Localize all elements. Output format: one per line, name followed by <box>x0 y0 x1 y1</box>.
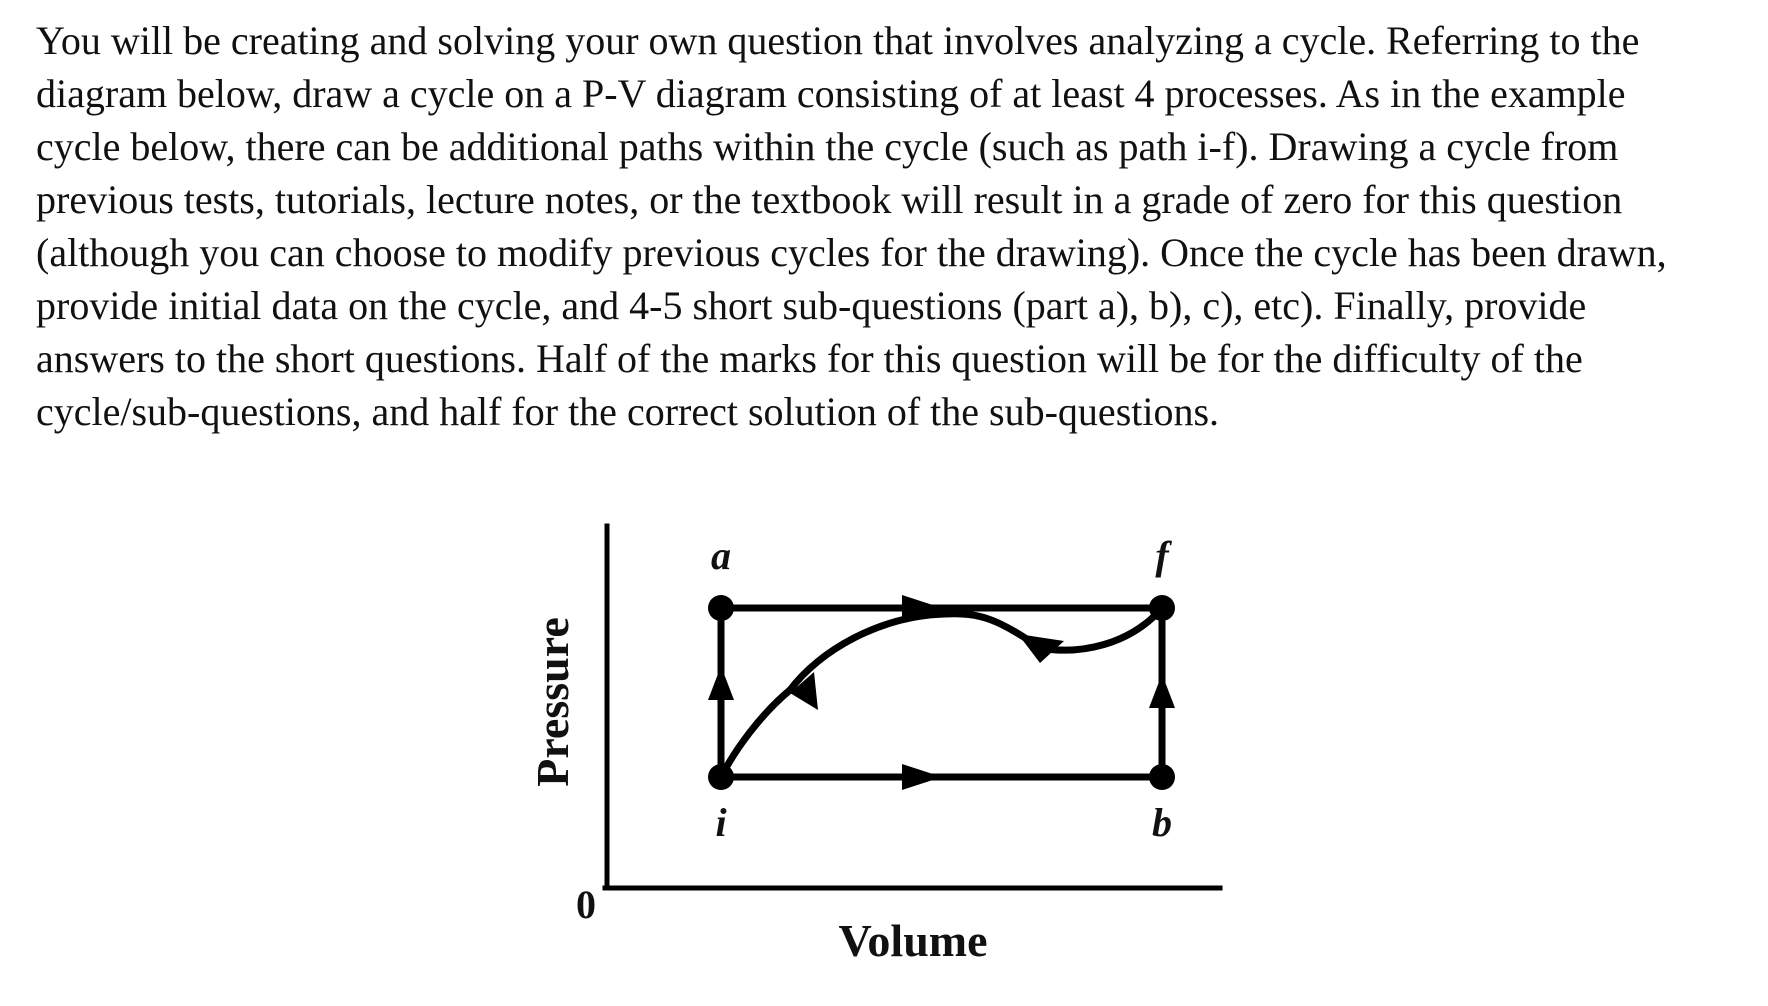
prompt-line: (although you can choose to modify previous cycles for the drawing). Once the cycle has been drawn, <box>36 230 1667 275</box>
y-axis-label: Pressure <box>527 617 578 787</box>
arrow-b-f <box>1149 674 1175 708</box>
point-b <box>1149 764 1175 790</box>
arrow-i-a <box>708 666 734 700</box>
point-i-label: i <box>715 800 727 845</box>
point-i <box>708 764 734 790</box>
point-b-label: b <box>1152 800 1172 845</box>
point-a-label: a <box>711 533 731 578</box>
arrow-i-b <box>902 764 942 790</box>
origin-label: 0 <box>576 882 596 927</box>
prompt-line: answers to the short questions. Half of the marks for this question will be for the difficulty of the <box>36 336 1583 381</box>
point-f-label: f <box>1155 533 1169 578</box>
prompt-line: You will be creating and solving your own question that involves analyzing a cycle. Referring to the <box>36 18 1640 63</box>
point-f <box>1149 595 1175 621</box>
prompt-line: previous tests, tutorials, lecture notes, or the textbook will result in a grade of zero for this question <box>36 177 1623 222</box>
prompt-line: diagram below, draw a cycle on a P-V diagram consisting of at least 4 processes. As in the example <box>36 71 1626 116</box>
x-axis-label: Volume <box>838 915 988 966</box>
path-f-i <box>721 608 1162 777</box>
prompt-line: provide initial data on the cycle, and 4-5 short sub-questions (part a), b), c), etc). Finally, provide <box>36 283 1587 328</box>
prompt-line: cycle/sub-questions, and half for the correct solution of the sub-questions. <box>36 389 1220 434</box>
prompt-line: cycle below, there can be additional paths within the cycle (such as path i-f). Drawing a cycle from <box>36 124 1619 169</box>
point-a <box>708 595 734 621</box>
